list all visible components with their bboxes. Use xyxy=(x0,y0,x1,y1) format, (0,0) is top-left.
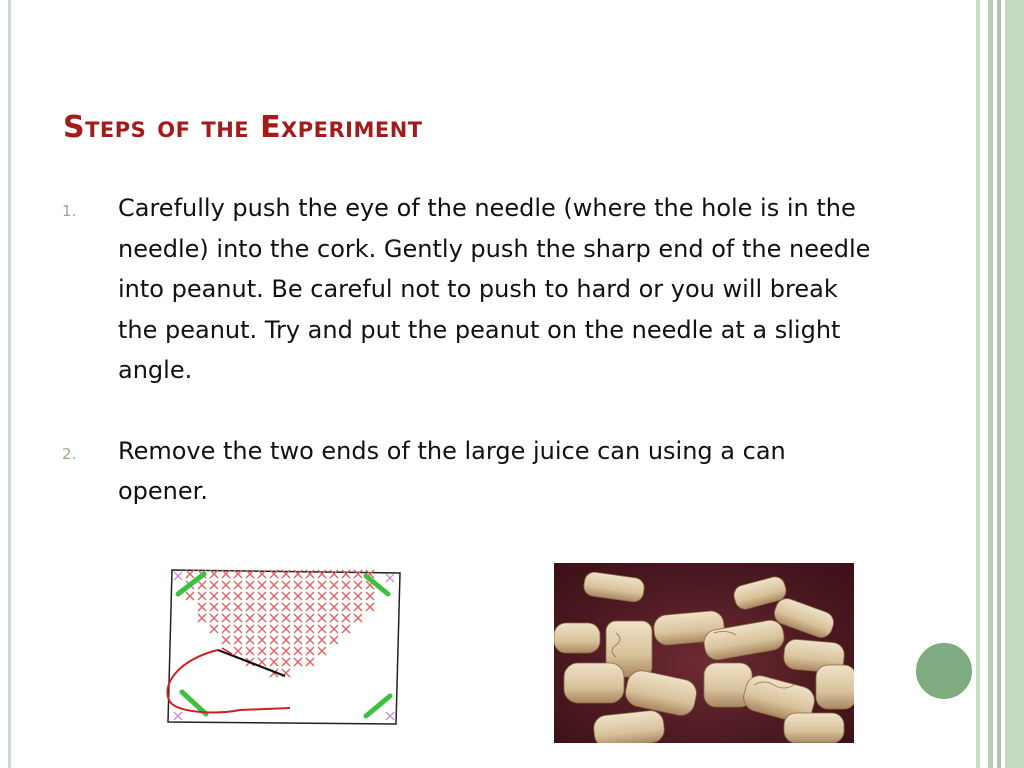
list-item-step-1 xyxy=(62,188,882,391)
step-number: 2. xyxy=(62,444,77,463)
decorative-circle xyxy=(913,640,975,702)
list-item-step-2 xyxy=(62,431,882,512)
steps-list xyxy=(62,188,882,512)
slide-title: Steps of the Experiment xyxy=(63,110,423,145)
step-number: 1. xyxy=(62,202,77,220)
corks-illustration xyxy=(554,563,854,743)
step-text: Remove the two ends of the large juice can using a can opener. xyxy=(118,436,786,505)
wine-corks-photo xyxy=(554,563,854,743)
step-text: Carefully push the eye of the needle (where the hole is in the needle) into the cork. Gently push the sharp end of the needle into peanut. Be careful not to push to hard or you will break the peanut. Try and put the peanut on the needle at a slight angle. xyxy=(118,194,871,384)
right-decorative-stripes xyxy=(976,0,1024,768)
left-border-line xyxy=(8,0,11,768)
cross-stitch-heart-image xyxy=(160,564,405,730)
